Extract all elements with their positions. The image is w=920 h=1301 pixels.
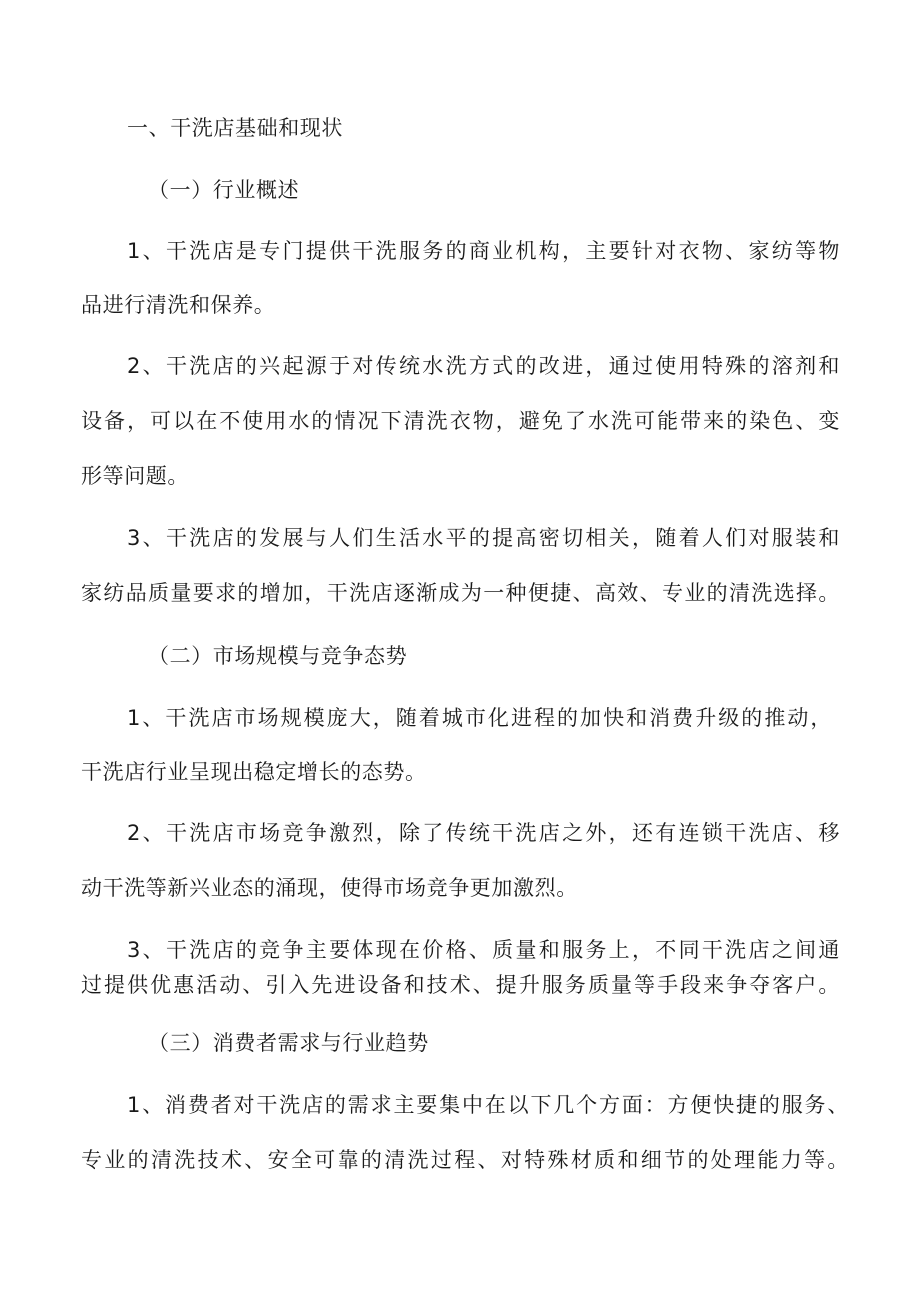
paragraph-line: 2、干洗店市场竞争激烈，除了传统干洗店之外，还有连锁干洗店、移 <box>127 821 840 845</box>
paragraph-line: 3、干洗店的竞争主要体现在价格、质量和服务上，不同干洗店之间通 <box>127 938 840 962</box>
heading-1: 一、干洗店基础和现状 <box>127 116 343 140</box>
paragraph-line: 品进行清洗和保养。 <box>81 293 276 317</box>
section-title-3: （三）消费者需求与行业趋势 <box>148 1031 429 1055</box>
paragraph-line: 过提供优惠活动、引入先进设备和技术、提升服务质量等手段来争夺客户。 <box>81 973 840 997</box>
paragraph-line: 2、干洗店的兴起源于对传统水洗方式的改进，通过使用特殊的溶剂和 <box>127 354 840 378</box>
paragraph-line: 动干洗等新兴业态的涌现，使得市场竞争更加激烈。 <box>81 876 578 900</box>
section-title-1: （一）行业概述 <box>148 178 300 202</box>
paragraph-line: 形等问题。 <box>81 464 189 488</box>
paragraph-line: 干洗店行业呈现出稳定增长的态势。 <box>81 760 427 784</box>
paragraph-line: 1、干洗店市场规模庞大，随着城市化进程的加快和消费升级的推动， <box>127 706 832 730</box>
paragraph-line: 1、干洗店是专门提供干洗服务的商业机构，主要针对衣物、家纺等物 <box>127 239 840 263</box>
paragraph-line: 家纺品质量要求的增加，干洗店逐渐成为一种便捷、高效、专业的清洗选择。 <box>81 581 840 605</box>
paragraph-line: 设备，可以在不使用水的情况下清洗衣物，避免了水洗可能带来的染色、变 <box>81 409 840 433</box>
paragraph-line: 3、干洗店的发展与人们生活水平的提高密切相关，随着人们对服装和 <box>127 526 840 550</box>
paragraph-line: 1、消费者对干洗店的需求主要集中在以下几个方面：方便快捷的服务、 <box>127 1093 849 1117</box>
paragraph-line: 专业的清洗技术、安全可靠的清洗过程、对特殊材质和细节的处理能力等。 <box>81 1148 849 1172</box>
section-title-2: （二）市场规模与竞争态势 <box>148 644 408 668</box>
